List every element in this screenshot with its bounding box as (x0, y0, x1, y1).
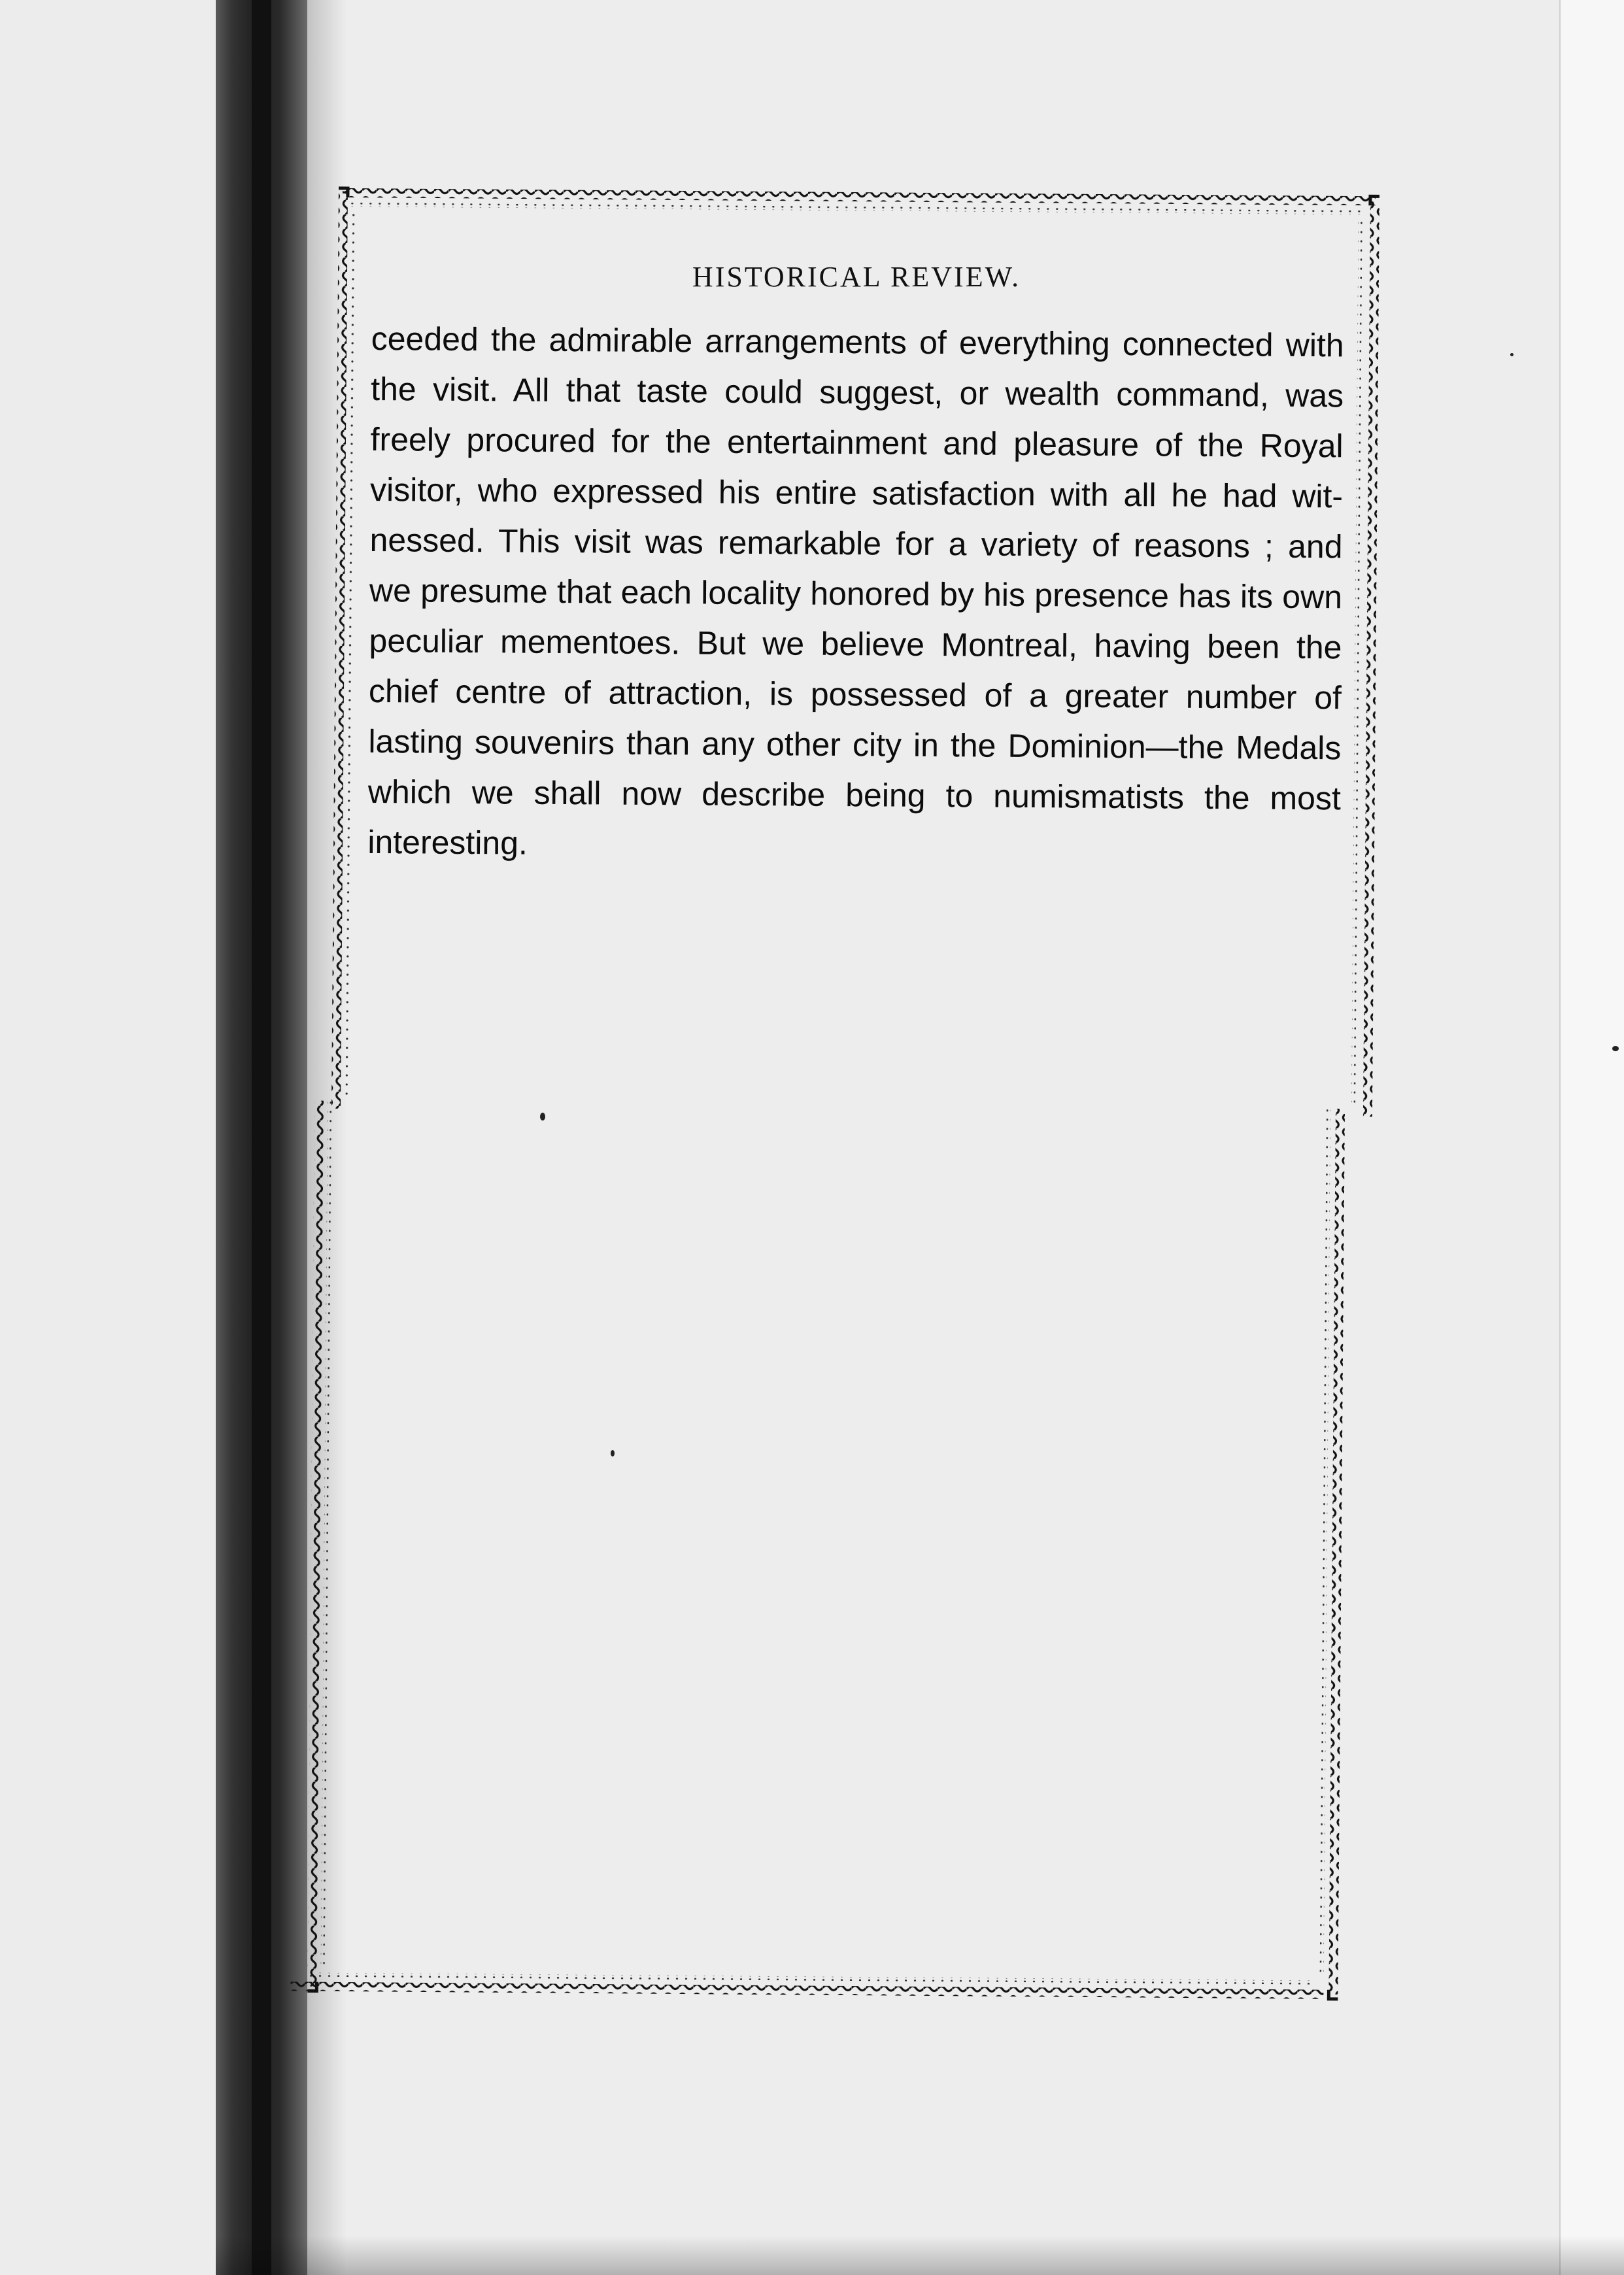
text-line: we presume that each locality honored by his presence has its own (369, 571, 1343, 616)
text-line: the visit. All that taste could suggest, or wealth command, was (371, 370, 1344, 414)
text-line: freely procured for the entertainment and pleasure of the Royal (370, 420, 1344, 465)
left-blank-page (0, 0, 235, 2275)
page-edge (1559, 0, 1624, 2275)
running-head: HISTORICAL REVIEW. (692, 261, 1021, 293)
text-line: ceeded the admirable arrangements of everything connected with (371, 320, 1344, 364)
gutter-fold (252, 0, 271, 2275)
text-line: interesting. (367, 823, 528, 862)
text-line: chief centre of attraction, is possessed of a greater number of (368, 672, 1342, 716)
text-line: peculiar mementoes. But we believe Montreal, having been the (369, 622, 1342, 666)
body-text (367, 314, 1344, 874)
paper-speck (1510, 353, 1514, 356)
paper-speck (611, 1450, 615, 1457)
text-line: visitor, who expressed his entire satisfaction with all he had wit- (369, 471, 1344, 515)
paper-speck (1612, 1046, 1619, 1051)
text-line: nessed. This visit was remarkable for a variety of reasons ; and (369, 521, 1343, 565)
text-line: which we shall now describe being to numismatists the most (367, 773, 1342, 817)
paper-speck (540, 1113, 545, 1121)
text-line: lasting souvenirs than any other city in the Dominion—the Medals (368, 722, 1342, 767)
bottom-shadow (216, 2236, 1624, 2275)
